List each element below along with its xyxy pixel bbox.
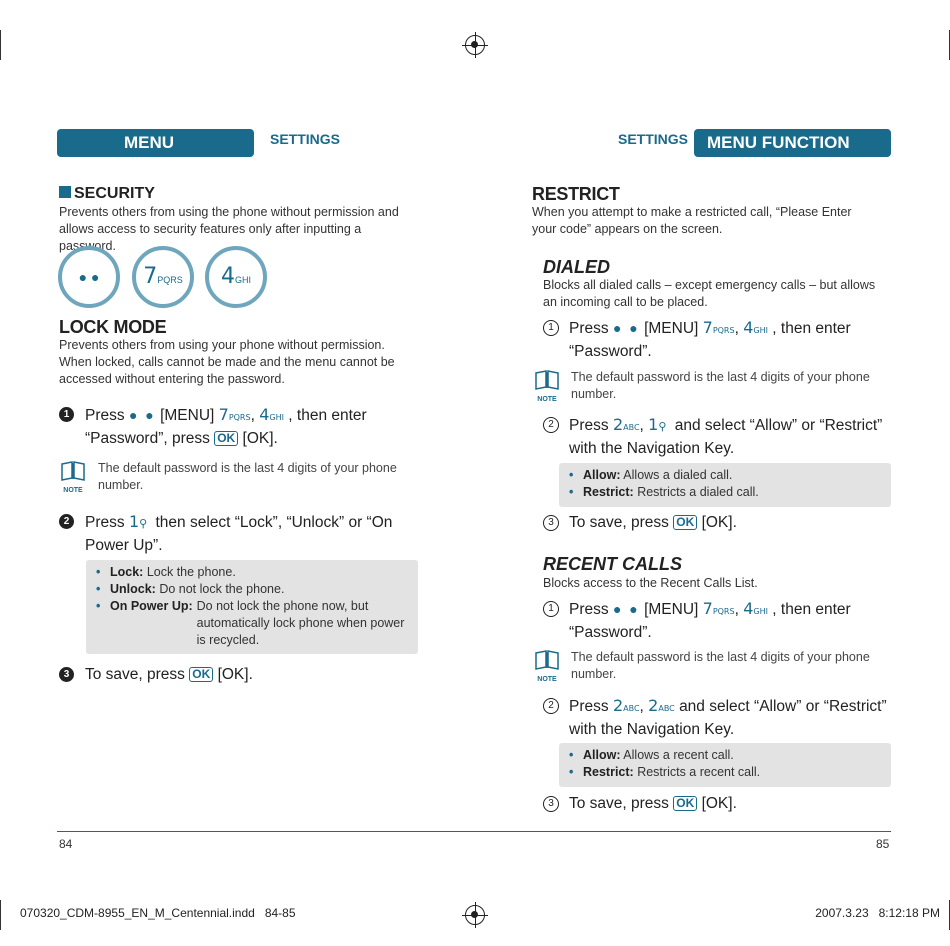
key-4-icon: 4GHI — [743, 599, 768, 618]
list-item: • Unlock: Do not lock the phone. — [96, 582, 285, 596]
security-heading: SECURITY — [59, 185, 155, 203]
step-3: 3 To save, press OK [OK]. — [59, 664, 399, 685]
recent-calls-description: Blocks access to the Recent Calls List. — [543, 576, 758, 590]
footer-rule — [57, 831, 891, 832]
restrict-description: When you attempt to make a restricted call, “Please Enter your code” appears on the screen. — [532, 205, 852, 236]
menu-key-dots: ● ● — [78, 269, 100, 285]
key-2-icon: 2ABC — [612, 696, 640, 715]
dialed-description: Blocks all dialed calls – except emergency calls – but allows an incoming call to be placed. — [543, 278, 876, 309]
key-2-icon: 2ABC — [648, 696, 675, 715]
note-book-icon: NOTE — [534, 369, 560, 399]
options-box — [559, 743, 891, 787]
crop-mark — [0, 30, 1, 60]
page-number-left: 84 — [59, 837, 73, 851]
list-item: • Allow: Allows a recent call. — [569, 748, 734, 762]
menu-key-circle — [58, 246, 120, 308]
note: NOTE The default password is the last 4 digits of your phone number. — [534, 649, 874, 683]
options-box — [86, 560, 418, 654]
note-book-icon: NOTE — [534, 649, 560, 679]
voicemail-icon: ⚲ — [658, 421, 667, 433]
step-number: 3 — [543, 796, 559, 812]
registration-mark-icon — [465, 905, 485, 925]
security-description: Prevents others from using the phone without permission and allows access to security features only after inputting a password. — [59, 205, 399, 253]
ok-key-icon: OK — [673, 515, 697, 530]
step-number: 3 — [59, 667, 74, 682]
ok-key-icon: OK — [214, 431, 238, 446]
menu-key-icon: ● ● — [128, 407, 156, 423]
slug-timestamp: 2007.3.23 8:12:18 PM — [815, 906, 940, 920]
lock-mode-description: Prevents others from using your phone without permission. When locked, calls cannot be made and the menu cannot be accessed without entering the password. — [59, 338, 395, 386]
step-number: 2 — [543, 698, 559, 714]
options-box — [559, 463, 891, 507]
ok-key-icon: OK — [673, 796, 697, 811]
key-1-icon: 1 — [648, 415, 659, 434]
recent-step-3: 3 To save, press OK [OK]. — [543, 793, 883, 814]
menu-function-bar-left — [57, 129, 254, 180]
step-number: 2 — [543, 417, 559, 433]
key-4-circle: 4GHI — [205, 246, 267, 308]
step-number: 1 — [543, 320, 559, 336]
step-number: 3 — [543, 515, 559, 531]
note: NOTE The default password is the last 4 digits of your phone number. — [60, 460, 400, 494]
voicemail-icon: ⚲ — [139, 518, 148, 530]
dialed-step-1: 1 Press ● ● [MENU] 7PQRS, 4GHI , then enter “Password”. — [543, 317, 883, 362]
lock-mode-heading: LOCK MODE — [59, 317, 167, 337]
step-1: 1 Press ● ● [MENU] 7PQRS, 4GHI , then enter “Password”, press OK [OK]. — [59, 404, 409, 449]
settings-tab-right: SETTINGS — [618, 131, 689, 147]
menu-key-icon: ● ● — [612, 320, 640, 336]
square-bullet-icon — [59, 186, 71, 198]
header-bar-label: MENU FUNCTION — [124, 133, 212, 180]
crop-mark — [0, 900, 1, 930]
step-number: 2 — [59, 514, 74, 529]
dialed-heading: DIALED — [543, 257, 610, 277]
header-bar-label: MENU FUNCTION — [707, 133, 850, 152]
key-4-icon: 4GHI — [743, 318, 768, 337]
slug-file-name: 070320_CDM-8955_EN_M_Centennial.indd 84-85 — [20, 906, 296, 920]
settings-tab-left: SETTINGS — [270, 131, 341, 147]
key-sequence — [58, 246, 268, 308]
recent-step-1: 1 Press ● ● [MENU] 7PQRS, 4GHI , then enter “Password”. — [543, 598, 883, 643]
key-7-circle: 7PQRS — [132, 246, 194, 308]
list-item: • Restrict: Restricts a dialed call. — [569, 485, 759, 499]
step-2: 2 Press 1⚲ then select “Lock”, “Unlock” or “On Power Up”. — [59, 511, 399, 556]
key-4-icon: 4GHI — [259, 405, 284, 424]
note-book-icon: NOTE — [60, 460, 86, 490]
step-number: 1 — [59, 407, 74, 422]
recent-calls-heading: RECENT CALLS — [543, 554, 682, 574]
note: NOTE The default password is the last 4 digits of your phone number. — [534, 369, 874, 403]
key-7-icon: 7PQRS — [702, 318, 735, 337]
page-number-right: 85 — [876, 837, 890, 851]
menu-key-icon: ● ● — [612, 601, 640, 617]
ok-key-icon: OK — [189, 667, 213, 682]
list-item: • Restrict: Restricts a recent call. — [569, 765, 761, 779]
restrict-heading: RESTRICT — [532, 184, 620, 204]
step-number: 1 — [543, 601, 559, 617]
dialed-step-2: 2 Press 2ABC, 1⚲ and select “Allow” or “Restrict” with the Navigation Key. — [543, 414, 893, 459]
key-2-icon: 2ABC — [612, 415, 640, 434]
key-7-icon: 7PQRS — [218, 405, 251, 424]
list-item: • On Power Up: Do not lock the phone now, but automatically lock phone when power is recycled. — [96, 599, 405, 647]
key-1-icon: 1 — [128, 512, 140, 531]
list-item: • Lock: Lock the phone. — [96, 565, 236, 579]
recent-step-2: 2 Press 2ABC, 2ABC and select “Allow” or “Restrict” with the Navigation Key. — [543, 695, 893, 740]
registration-mark-icon — [465, 35, 485, 55]
list-item: • Allow: Allows a dialed call. — [569, 468, 733, 482]
menu-function-bar-right — [694, 129, 891, 157]
key-7-icon: 7PQRS — [702, 599, 735, 618]
dialed-step-3: 3 To save, press OK [OK]. — [543, 512, 883, 533]
